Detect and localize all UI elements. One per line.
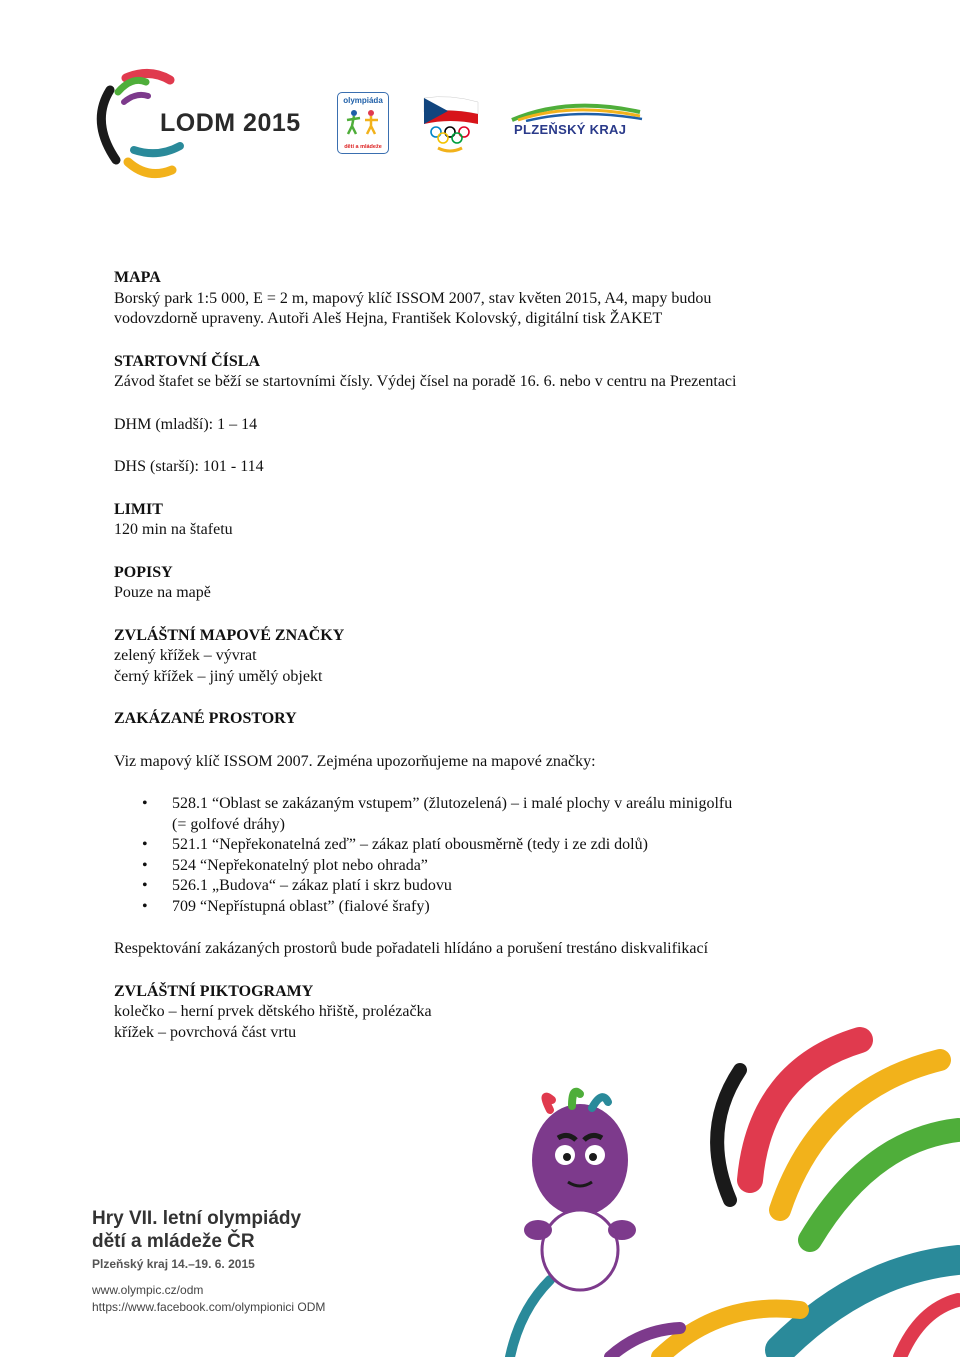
znacky-line2: černý křížek – jiný umělý objekt	[114, 667, 323, 685]
lodm-title: LODM 2015	[160, 109, 301, 137]
mapa-line1: Borský park 1:5 000, E = 2 m, mapový klíč ISSOM 2007, stav květen 2015, A4, mapy budou	[114, 289, 712, 307]
znacky-heading: ZVLÁŠTNÍ MAPOVÉ ZNAČKY	[114, 626, 345, 644]
zakazane-heading: ZAKÁZANÉ PROSTORY	[114, 710, 297, 727]
limit-line1: 120 min na štafetu	[114, 521, 233, 538]
list-item: • 709 “Nepřístupná oblast” (fialové šrafy)	[114, 897, 834, 918]
mapa-line2: vodovzdorně upraveny. Autoři Aleš Hejna, František Kolovský, digitální tisk ŽAKET	[114, 310, 663, 327]
list-item: • 521.1 “Nepřekonatelná zeď” – zákaz platí obousměrně (tedy i ze zdi dolů)	[114, 835, 834, 856]
mascot-decoration	[480, 1010, 960, 1357]
popisy-heading: POPISY	[114, 563, 173, 581]
piktogramy-heading: ZVLÁŠTNÍ PIKTOGRAMY	[114, 982, 314, 1000]
zakazane-intro: Viz mapový klíč ISSOM 2007. Zejména upozorňujeme na mapové značky:	[114, 752, 596, 770]
piktogramy-line1: kolečko – herní prvek dětského hřiště, prolézačka	[114, 1003, 432, 1020]
athletes-icon	[344, 108, 382, 136]
znacky-line1: zelený křížek – vývrat	[114, 647, 257, 664]
footer-url1[interactable]: www.olympic.cz/odm	[92, 1283, 204, 1297]
header-logos	[0, 0, 960, 200]
footer-url2[interactable]: https://www.facebook.com/olympionici ODM	[92, 1300, 326, 1314]
plzensky-kraj-logo	[508, 100, 648, 146]
list-item: • 524 “Nepřekonatelný plot nebo ohrada”	[114, 856, 834, 877]
olympiada-label: olympiáda	[343, 96, 383, 105]
kraj-label: PLZEŇSKÝ KRAJ	[514, 122, 627, 137]
piktogramy-line2: křížek – povrchová část vrtu	[114, 1023, 297, 1041]
kraj-wave-icon	[508, 100, 648, 122]
olympiada-logo	[337, 92, 389, 154]
startovni-heading: STARTOVNÍ ČÍSLA	[114, 352, 260, 370]
startovni-line1: Závod štafet se běží se startovními čísly. Výdej čísel na poradě 16. 6. nebo v centru na Prezentaci	[114, 373, 737, 390]
footer	[92, 1207, 325, 1315]
document-body	[114, 268, 834, 1043]
czech-olympic-logo	[420, 94, 482, 156]
lodm-logo	[88, 62, 301, 182]
czech-flag-rings-icon	[420, 94, 482, 156]
mapa-heading: MAPA	[114, 269, 161, 286]
footer-title2: dětí a mládeže ČR	[92, 1231, 255, 1252]
zakazane-outro: Respektování zakázaných prostorů bude pořadateli hlídáno a porušení trestáno diskvalifikací	[114, 940, 709, 957]
footer-subtitle: Plzeňský kraj 14.–19. 6. 2015	[92, 1257, 255, 1271]
list-item-continuation: (= golfové dráhy)	[172, 815, 285, 833]
olympiada-sub: dětí a mládeže	[344, 144, 382, 150]
footer-title1: Hry VII. letní olympiády	[92, 1208, 302, 1229]
startovni-dhm: DHM (mladší): 1 – 14	[114, 415, 258, 433]
startovni-dhs: DHS (starší): 101 - 114	[114, 458, 264, 475]
limit-heading: LIMIT	[114, 500, 163, 518]
list-item: • 526.1 „Budova“ – zákaz platí i skrz budovu	[114, 876, 834, 897]
list-item: • 528.1 “Oblast se zakázaným vstupem” (žlutozelená) – i malé plochy v areálu minigolfu	[114, 794, 834, 815]
zakazane-list	[114, 794, 834, 917]
mascot-swirls-icon	[480, 1010, 960, 1357]
popisy-line1: Pouze na mapě	[114, 584, 211, 601]
